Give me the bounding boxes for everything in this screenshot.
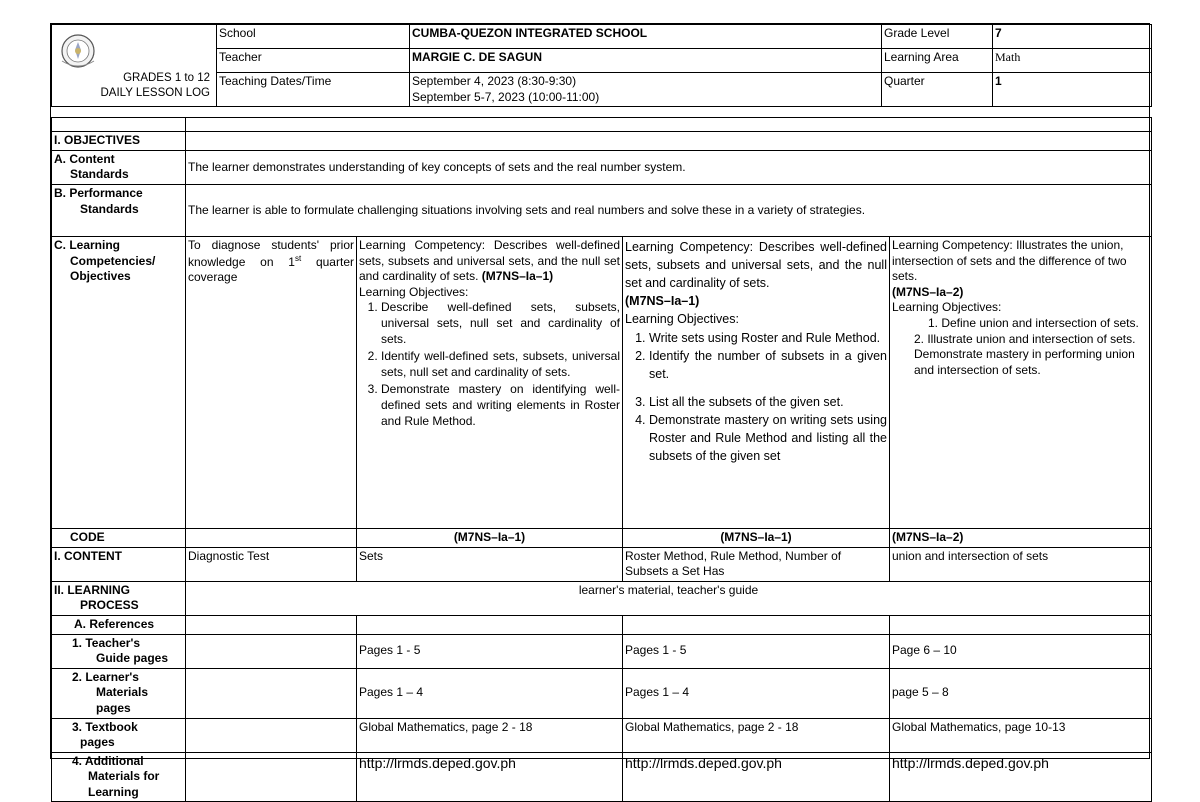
daily-lesson-log-sheet [50, 23, 1150, 799]
am-col-2[interactable]: http://lrmds.deped.gov.ph [357, 752, 623, 802]
am-label-3: Learning [88, 784, 139, 799]
school-value: CUMBA-QUEZON INTEGRATED SCHOOL [410, 25, 882, 49]
dates-label: Teaching Dates/Time [217, 73, 410, 107]
teacher-value: MARGIE C. DE SAGUN [410, 49, 882, 73]
tb-col-2: Global Mathematics, page 2 - 18 [357, 718, 623, 752]
content-standards-text: The learner demonstrates understanding of key concepts of sets and the real number system. [186, 150, 1152, 184]
tg-label-2: Guide pages [96, 651, 169, 666]
lm-col-2: Pages 1 – 4 [357, 668, 623, 718]
header-table [51, 24, 1152, 107]
code-col-3: (M7NS–Ia–1) [623, 528, 890, 547]
tg-col-2: Pages 1 - 5 [357, 634, 623, 668]
deped-seal-icon [56, 31, 104, 71]
competencies-label-3: Objectives [70, 269, 131, 284]
competency-col-3-code: (M7NS–Ia–1) [625, 294, 700, 309]
teacher-label: Teacher [217, 49, 410, 73]
code-label: CODE [52, 528, 186, 547]
process-text: learner's material, teacher's guide [186, 581, 1152, 615]
area-label: Learning Area [882, 49, 993, 73]
competency-col-2-list [359, 300, 620, 429]
am-label [52, 752, 186, 802]
log-title-line-1: GRADES 1 to 12 [123, 71, 210, 84]
tg-label [52, 634, 186, 668]
content-standards-label-1: A. Content [54, 151, 115, 166]
process-label-2: PROCESS [80, 598, 139, 613]
process-label-1: II. LEARNING [54, 582, 131, 597]
performance-standards-text: The learner is able to formulate challenging situations involving sets and real numbers and solve these in a variety of strategies. [186, 184, 1152, 236]
am-col-4[interactable]: http://lrmds.deped.gov.ph [890, 752, 1152, 802]
process-label [52, 581, 186, 615]
am-col-3[interactable]: http://lrmds.deped.gov.ph [623, 752, 890, 802]
dates-line-1: September 4, 2023 (8:30-9:30) [412, 74, 577, 88]
grade-value: 7 [993, 25, 1152, 49]
dates-line-2: September 5-7, 2023 (10:00-11:00) [412, 89, 600, 104]
competency-col-2 [357, 236, 623, 528]
competency-col-2-intro: Learning Competency: Describes well-defined sets, subsets and universal sets, and the null set and cardinality of sets. [359, 237, 620, 284]
content-col-1: Diagnostic Test [186, 547, 357, 581]
list-item: 1. Write sets using Roster and Rule Method. [649, 329, 887, 347]
content-standards-label [52, 150, 186, 184]
tg-col-4: Page 6 – 10 [890, 634, 1152, 668]
competency-col-4-item-1: 1. Define union and intersection of sets. [928, 315, 1139, 330]
content-label: I. CONTENT [52, 547, 186, 581]
tg-col-3: Pages 1 - 5 [623, 634, 890, 668]
competency-col-1-rest: quarter coverage [188, 254, 354, 285]
list-item: 4. Demonstrate mastery on writing sets using Roster and Rule Method and listing all the subsets of the given set [649, 411, 887, 465]
competency-col-1-text: To diagnose students' prior knowledge on 1 [188, 237, 354, 269]
am-label-2: Materials for [88, 769, 160, 784]
competency-col-3-list [625, 329, 887, 466]
lm-label-1: 2. Learner's [72, 669, 139, 684]
competency-col-1 [186, 236, 357, 528]
grade-label: Grade Level [882, 25, 993, 49]
tb-label-2: pages [80, 735, 115, 750]
tb-col-3: Global Mathematics, page 2 - 18 [623, 718, 890, 752]
code-col-2: (M7NS–Ia–1) [357, 528, 623, 547]
competency-col-4-item-3: Demonstrate mastery in performing union and intersection of sets. [914, 347, 1135, 377]
lm-label-2: Materials [96, 685, 149, 700]
competency-col-4 [890, 236, 1152, 528]
tg-label-1: 1. Teacher's [72, 635, 141, 650]
am-label-1: 4. Additional [72, 753, 144, 768]
lm-col-3: Pages 1 – 4 [623, 668, 890, 718]
content-col-4: union and intersection of sets [890, 547, 1152, 581]
performance-standards-label-2: Standards [80, 201, 139, 216]
quarter-label: Quarter [882, 73, 993, 107]
performance-standards-label [52, 184, 186, 236]
school-label: School [217, 25, 410, 49]
competency-col-1-sup: st [294, 253, 302, 263]
references-label: A. References [52, 615, 186, 634]
tb-label-1: 3. Textbook [72, 719, 138, 734]
competency-col-3 [623, 236, 890, 528]
lm-label-3: pages [96, 700, 131, 715]
tb-col-4: Global Mathematics, page 10-13 [890, 718, 1152, 752]
list-item: 1. Describe well-defined sets, subsets, universal sets, null set and cardinality of sets. [381, 300, 620, 347]
competencies-label-2: Competencies/ [70, 253, 156, 268]
competency-col-2-code: (M7NS–Ia–1) [481, 269, 554, 284]
list-item: 3. List all the subsets of the given set. [649, 393, 887, 411]
list-item: 3. Demonstrate mastery on identifying well-defined sets and writing elements in Roster and Rule Method. [381, 382, 620, 429]
tb-label [52, 718, 186, 752]
content-col-2: Sets [357, 547, 623, 581]
competency-col-3-intro: Learning Competency: Describes well-defined sets, subsets and universal sets, and the null set and cardinality of sets. [625, 239, 887, 291]
dates-value [410, 73, 882, 107]
area-value: Math [993, 49, 1152, 73]
content-standards-label-2: Standards [70, 167, 129, 182]
competencies-label [52, 236, 186, 528]
code-col-4: (M7NS–Ia–2) [890, 528, 1152, 547]
performance-standards-label-1: B. Performance [54, 185, 143, 200]
lm-label [52, 668, 186, 718]
competency-col-2-obj-label: Learning Objectives: [359, 284, 469, 299]
competency-col-4-intro: Learning Competency: Illustrates the union, intersection of sets and the difference of two sets. [892, 237, 1127, 284]
competency-col-3-obj-label: Learning Objectives: [625, 312, 739, 327]
list-item: 2. Identify well-defined sets, subsets, universal sets, null set and cardinality of sets. [381, 349, 620, 380]
lm-col-4: page 5 – 8 [890, 668, 1152, 718]
competency-col-4-item-2: 2. Illustrate union and intersection of sets. [914, 331, 1136, 346]
competencies-label-1: C. Learning [54, 237, 121, 252]
content-col-3: Roster Method, Rule Method, Number of Subsets a Set Has [623, 547, 890, 581]
quarter-value: 1 [993, 73, 1152, 107]
log-title-line-2: DAILY LESSON LOG [100, 86, 210, 99]
header-logo-cell [52, 25, 217, 107]
competency-col-4-obj-label: Learning Objectives: [892, 300, 1002, 315]
list-item: 2. Identify the number of subsets in a given set. [649, 347, 887, 383]
objectives-heading: I. OBJECTIVES [52, 132, 186, 151]
lesson-table [51, 117, 1152, 802]
competency-col-4-code: (M7NS–Ia–2) [892, 284, 964, 299]
